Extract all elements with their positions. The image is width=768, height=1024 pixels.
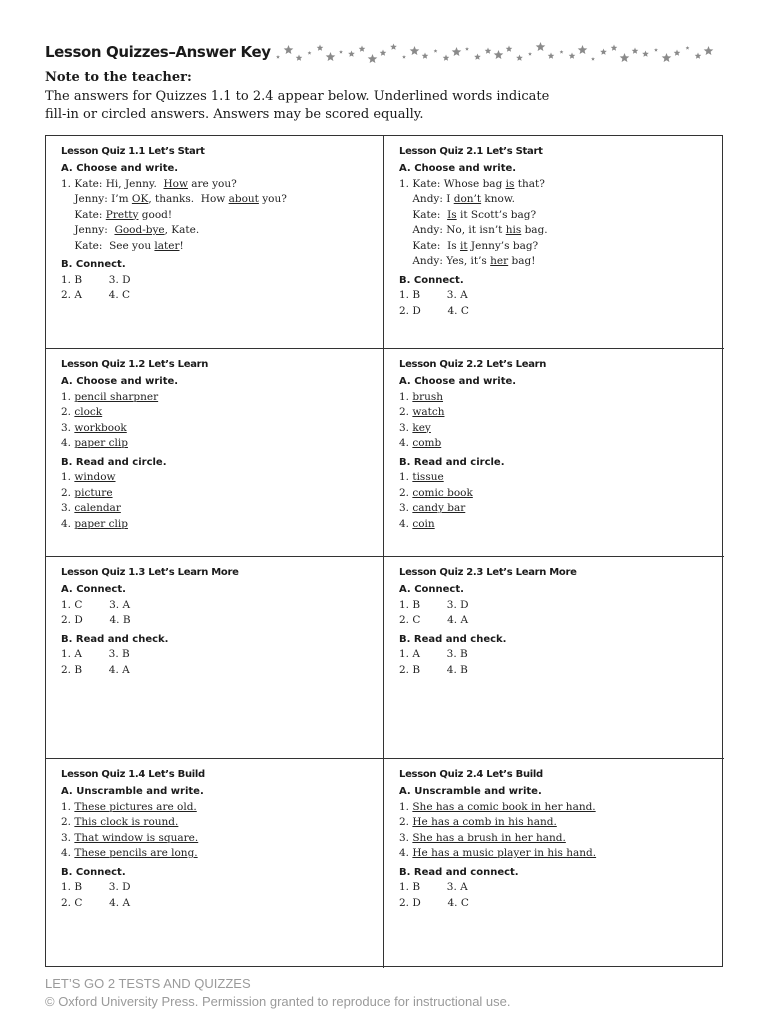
answer-text: 1. [399,800,413,813]
quiz-cell [384,136,724,349]
star-icon [276,55,280,59]
answer-underlined: comic book [412,486,473,499]
answer-text: 4. [61,517,75,530]
quiz-cell [46,136,384,349]
footer-series-title: LET’S GO 2 TESTS AND QUIZZES [45,976,251,991]
answer-text: 4. [399,517,413,530]
answer-line [61,192,383,208]
answer-text: 2. C 4. A [61,896,131,909]
answer-underlined: coin [412,517,435,530]
star-icon [654,48,658,52]
answer-line [61,239,383,255]
answer-text: 1. B 3. D [399,598,469,611]
quiz-title: Lesson Quiz 2.4 Let’s Build [399,769,543,780]
answer-line [399,208,724,224]
answer-text: 1. [399,471,413,483]
answer-line [61,501,383,517]
star-icon [284,45,294,54]
quiz-title: Lesson Quiz 1.4 Let’s Build [61,769,205,780]
section-title: A. Choose and write. [61,163,179,174]
answer-line [399,470,724,486]
note-text [45,88,565,123]
section-title: B. Connect. [399,274,464,286]
answer-line [399,192,724,208]
section-title: A. Connect. [61,584,126,595]
star-icon [506,46,513,52]
section-title: B. Connect. [61,259,126,270]
answer-text: ! [179,239,184,252]
section-title: B. Read and circle. [61,456,167,468]
section-title: B. Read and check. [399,633,507,645]
answer-underlined: This clock is round. [74,816,179,828]
answer-text: 1. B 3. D [61,273,131,286]
answer-line [61,208,383,224]
section-title: B. Read and circle. [399,456,505,468]
star-icon [368,54,378,63]
answer-line [61,800,383,816]
answer-underlined: He has a comb in his hand. [412,816,557,828]
answer-underlined: it [459,239,468,252]
answer-line [399,647,724,663]
answer-text: are you? [187,177,237,190]
star-icon [339,50,343,54]
answer-text: 2. [399,816,413,828]
star-icon [359,46,366,52]
answer-underlined: He has a music player in his hand. [412,847,597,859]
star-icon [402,55,406,59]
answer-text: 2. D 4. B [61,614,131,626]
footer-copyright: © Oxford University Press. Permission granted to reproduce for instructional use. [45,993,511,1009]
answer-underlined: paper clip [74,517,128,530]
answer-underlined: paper clip [74,437,128,449]
answer-text: 4. [399,847,413,859]
answer-text: 2. A 4. C [61,289,131,301]
answer-text: it Scott’s bag? [456,208,537,221]
answer-underlined: is [505,177,515,190]
answer-line [399,486,724,502]
answer-text: 1. A 3. B [61,648,130,660]
answer-line [61,436,383,452]
note-label: Note to the teacher: [45,70,192,85]
answer-line [61,273,383,289]
answer-line [399,501,724,517]
answer-text: 1. A 3. B [399,648,468,660]
answer-line [399,800,724,816]
answer-text: 1. Kate: Hi, Jenny. [61,177,164,190]
note-line-1: The answers for Quizzes 1.1 to 2.4 appear below. Underlined words indicate [45,89,550,104]
star-icon [516,55,523,61]
answer-text: 4. [61,437,75,449]
answer-line [399,177,724,193]
answer-text: , thanks. How [148,193,229,205]
quiz-title: Lesson Quiz 2.3 Let’s Learn More [399,567,577,578]
answer-line [399,254,724,270]
answer-line [61,663,383,679]
answer-line [399,896,724,912]
answer-text: 1. [61,471,75,483]
page-title: Lesson Quizzes–Answer Key [45,43,271,61]
answer-text: 2. [61,406,75,418]
star-icon [348,51,355,57]
answer-line [61,598,383,614]
section-title: A. Choose and write. [399,163,517,174]
answer-underlined: picture [74,486,113,499]
answer-text: 1. Kate: Whose bag [399,177,506,190]
section-title: B. Read and check. [61,633,169,645]
star-icon [674,50,681,56]
star-icon [494,50,504,59]
answer-text: bag. [521,224,548,236]
answer-underlined: OK [131,193,149,205]
answer-underlined: her [490,255,509,267]
star-icon [434,49,438,53]
answer-underlined: candy bar [412,502,466,514]
answer-text: Jenny’s bag? [467,239,539,252]
answer-text: 2. [399,406,413,418]
answer-text: Jenny: [61,224,115,236]
answer-underlined: key [412,421,431,434]
answer-text: Kate: See you [61,239,155,252]
answer-text: 2. [61,486,75,499]
star-icon [410,46,420,55]
answer-text: 3. [399,502,413,514]
star-icon [326,52,336,61]
quiz-title: Lesson Quiz 1.1 Let’s Start [61,146,205,157]
answer-text: 2. [61,816,75,828]
answer-text: bag! [508,255,536,267]
answer-text: 3. [61,421,75,434]
answer-underlined: Good-bye [114,224,165,236]
answer-line [61,880,383,896]
answer-underlined: These pencils are long. [74,847,198,859]
section-title: A. Choose and write. [399,376,517,387]
answer-underlined: clock [74,406,103,418]
answer-line [61,647,383,663]
answer-line [399,663,724,679]
answer-line [61,613,383,629]
answer-text: 1. [399,390,413,403]
answer-text: Andy: I [399,193,454,205]
answer-underlined: watch [412,406,445,418]
star-icon [642,51,649,57]
star-icon [317,45,324,51]
answer-line [61,288,383,304]
quiz-cell [46,557,384,759]
answer-line [61,177,383,193]
answer-line [399,598,724,614]
star-icon [578,45,588,54]
answer-line [61,831,383,847]
answer-line [61,405,383,421]
answer-underlined: his [505,224,522,236]
decorative-stars [272,42,722,66]
answer-underlined: These pictures are old. [74,800,197,813]
answer-underlined: calendar [74,502,121,514]
star-icon [632,48,639,54]
star-icon [296,55,303,61]
answer-line [399,390,724,406]
answer-text: that? [514,177,545,190]
quiz-title: Lesson Quiz 2.1 Let’s Start [399,146,543,157]
answer-text: know. [481,193,515,205]
answer-text: 4. [61,847,75,859]
answer-underlined: workbook [74,421,127,434]
star-icon [686,46,690,50]
answer-underlined: Pretty [105,208,139,221]
answer-text: good! [138,208,173,221]
answer-text: 1. B 3. A [399,289,468,301]
answer-text: Kate: [61,208,106,221]
footer [45,975,511,1010]
star-icon [452,47,462,56]
answer-underlined: later [154,239,180,252]
answer-text: 3. [399,831,413,844]
star-icon [308,51,312,55]
quiz-title: Lesson Quiz 2.2 Let’s Learn [399,359,547,370]
answer-line [399,405,724,421]
section-title: A. Choose and write. [61,376,179,387]
note-line-2: fill-in or circled answers. Answers may be scored equally. [45,106,424,122]
answer-line [399,421,724,437]
star-icon [390,44,397,50]
answer-text: 2. D 4. C [399,304,469,317]
star-icon [536,42,546,51]
answer-text: , Kate. [164,224,200,236]
star-icon [591,57,595,61]
star-icon [569,53,576,59]
star-icon [611,45,618,51]
quiz-cell [46,759,384,968]
answer-text: 2. C 4. A [399,614,469,626]
answer-line [399,517,724,533]
star-icon [600,49,607,55]
answer-line [399,223,724,239]
section-title: B. Connect. [61,866,126,878]
star-icon [704,46,714,55]
answer-text: 1. B 3. D [61,881,131,893]
answer-text: Jenny: I’m [61,193,132,205]
answer-underlined: tissue [412,471,444,483]
answer-underlined: Is [447,208,457,221]
quiz-cell [384,349,724,557]
answer-line [61,390,383,406]
answer-text: 2. D 4. C [399,896,469,909]
answer-line [61,846,383,862]
star-icon [620,53,630,62]
answer-underlined: window [74,471,116,483]
star-icon [528,52,532,56]
answer-underlined: brush [412,390,444,403]
answer-text: 2. B 4. A [61,663,130,676]
quiz-cell [384,557,724,759]
star-icon [560,50,564,54]
answer-text: Kate: Is [399,239,460,252]
star-icon [485,48,492,54]
answer-underlined: She has a comic book in her hand. [412,800,596,813]
section-title: B. Read and connect. [399,866,519,878]
answer-line [61,486,383,502]
answer-underlined: don’t [453,193,482,205]
answer-line [399,846,724,862]
answer-text: 3. [61,831,75,844]
answer-line [61,470,383,486]
section-title: A. Connect. [399,584,464,595]
star-icon [474,54,481,60]
quiz-cell [384,759,724,968]
answer-text: you? [258,193,287,205]
answer-underlined: pencil sharpner [74,390,159,403]
answer-text: Kate: [399,208,448,221]
answer-line [399,436,724,452]
answer-text: 1. C 3. A [61,598,131,611]
answer-text: 1. B 3. A [399,881,468,893]
answer-text: 3. [399,421,413,434]
star-icon [465,47,469,51]
answer-underlined: comb [412,437,442,449]
section-title: A. Unscramble and write. [399,786,542,797]
answer-text: 2. B 4. B [399,663,468,676]
answer-line [61,815,383,831]
answer-line [61,421,383,437]
answer-text: Andy: Yes, it’s [399,255,491,267]
answer-underlined: That window is square. [74,831,199,844]
quiz-cell [46,349,384,557]
answer-text: 3. [61,502,75,514]
answer-underlined: about [228,193,259,205]
answer-line [61,896,383,912]
quiz-title: Lesson Quiz 1.2 Let’s Learn [61,359,209,370]
answer-text: 2. [399,486,413,499]
answer-line [399,880,724,896]
star-icon [662,53,672,62]
answer-key-grid [45,135,723,967]
answer-text: 4. [399,437,413,449]
answer-line [399,815,724,831]
star-icon [422,53,429,59]
answer-line [399,288,724,304]
answer-line [61,223,383,239]
star-icon [548,53,555,59]
answer-line [399,613,724,629]
answer-text: 1. [61,390,75,403]
answer-line [61,517,383,533]
answer-text: 1. [61,800,75,813]
quiz-title: Lesson Quiz 1.3 Let’s Learn More [61,567,239,578]
answer-text: Andy: No, it isn’t [399,224,506,236]
answer-line [399,239,724,255]
answer-underlined: She has a brush in her hand. [412,831,566,844]
section-title: A. Unscramble and write. [61,786,204,797]
answer-line [399,831,724,847]
star-icon [695,53,702,59]
answer-line [399,304,724,320]
answer-underlined: How [163,177,188,190]
star-icon [443,55,450,61]
star-icon [380,50,387,56]
